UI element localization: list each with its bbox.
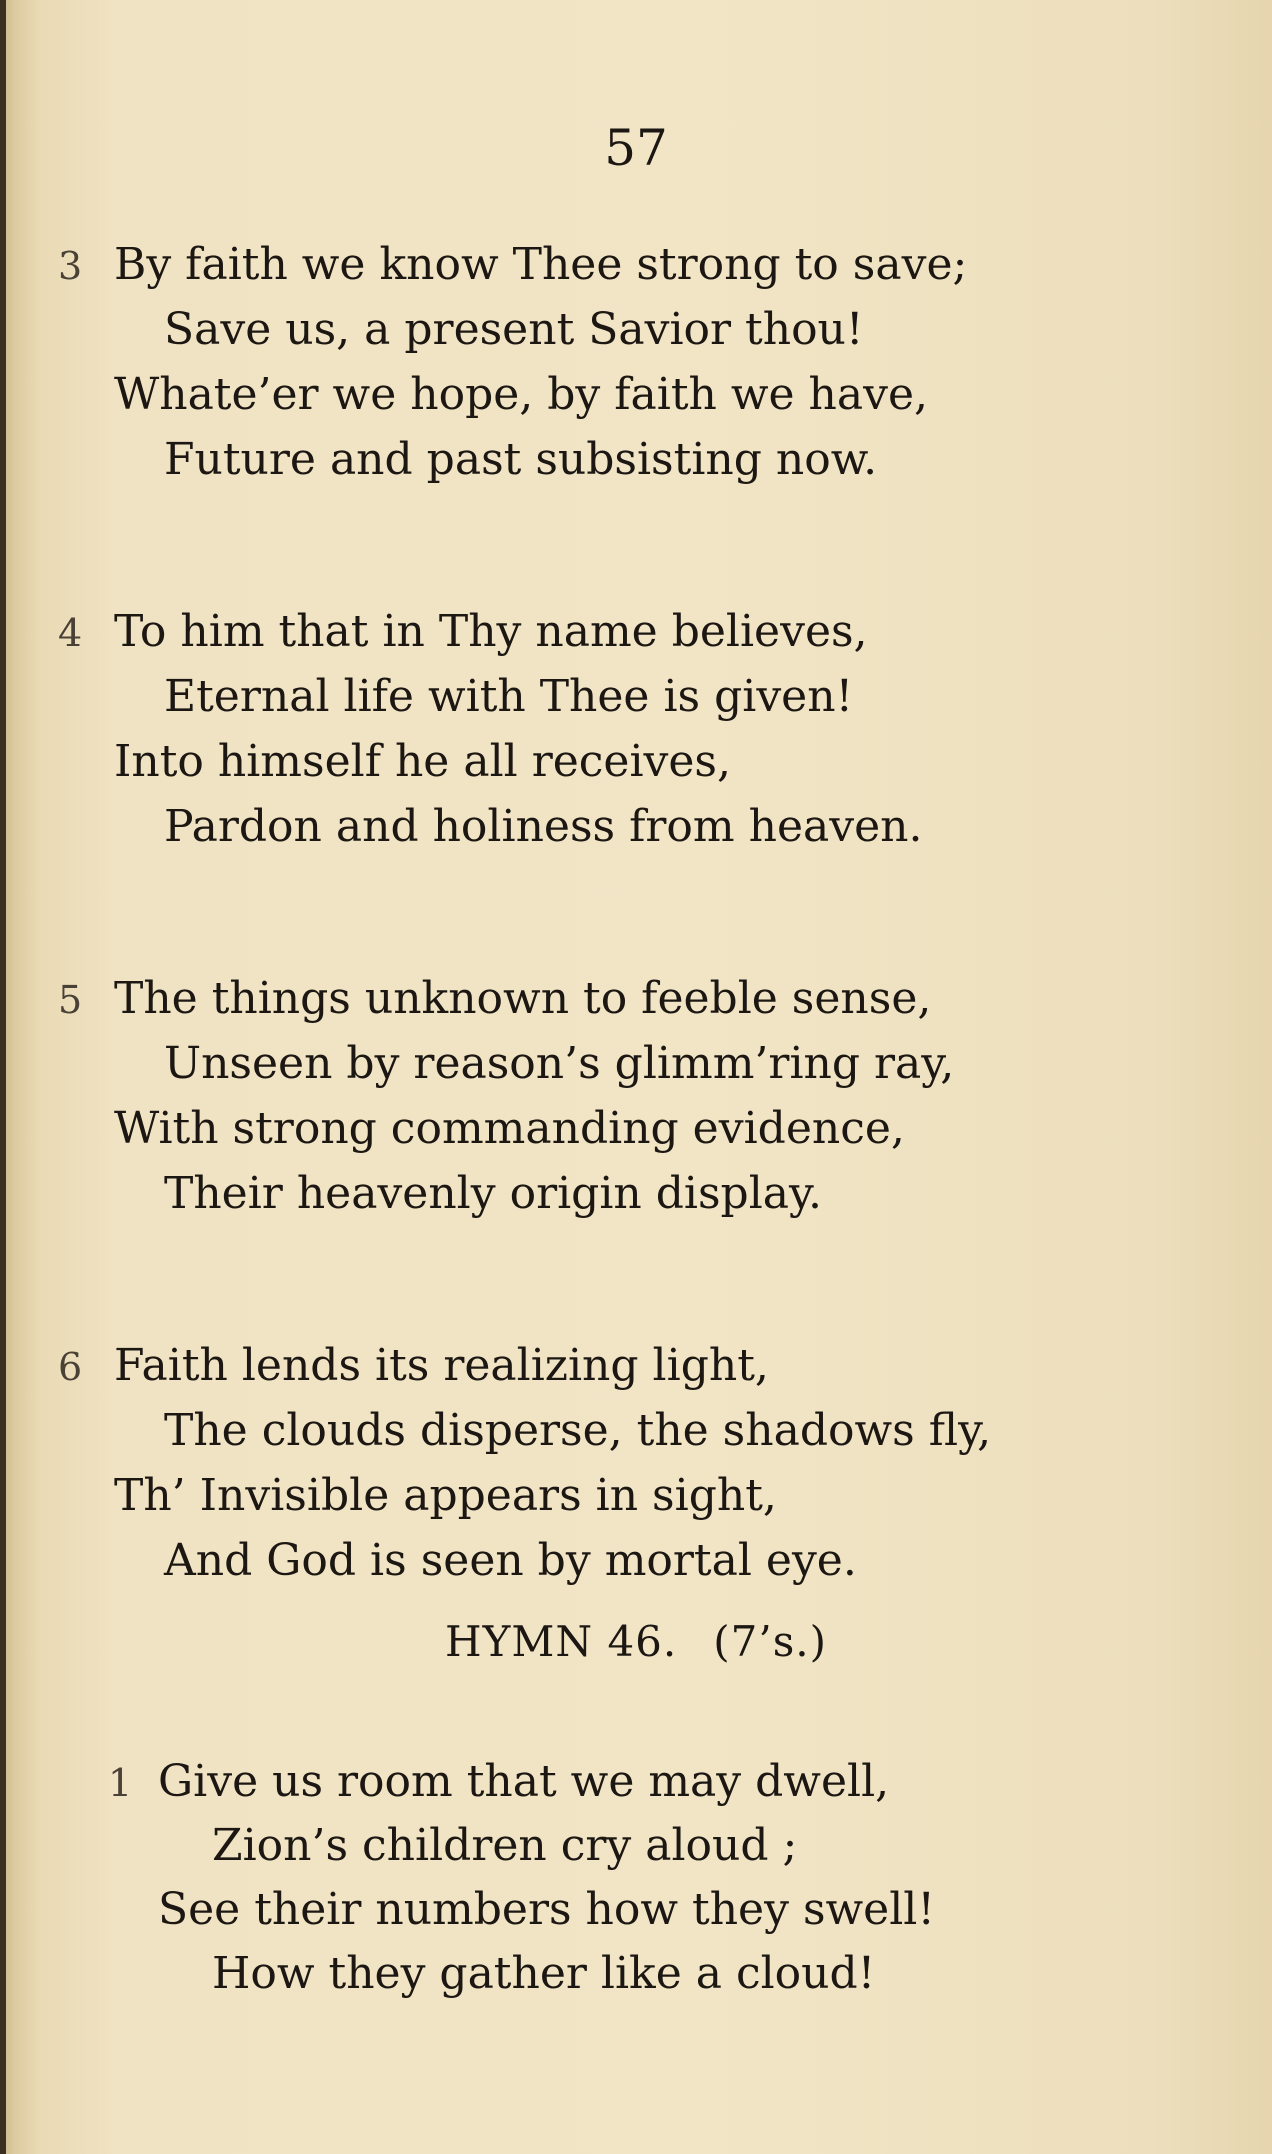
stanza-line: How they gather like a cloud! bbox=[212, 1948, 876, 1999]
stanza-line: Zion’s children cry aloud ; bbox=[212, 1820, 798, 1871]
hymn-heading bbox=[0, 1612, 1272, 1672]
hymn-46 bbox=[108, 1750, 1248, 2006]
stanza-line: Th’ Invisible appears in sight, bbox=[114, 1470, 777, 1521]
stanza-line: With strong commanding evidence, bbox=[114, 1103, 905, 1154]
stanza-line bbox=[58, 966, 1248, 1031]
stanza-number: 6 bbox=[58, 1345, 83, 1389]
stanza-number: 4 bbox=[58, 611, 83, 655]
page-number: 57 bbox=[604, 119, 668, 177]
stanza-6 bbox=[58, 1333, 1248, 1593]
hymn-meter: (7’s.) bbox=[713, 1617, 827, 1666]
hymn-45-continued bbox=[58, 232, 1248, 1593]
book-spine-edge bbox=[0, 0, 6, 2154]
stanza-line bbox=[58, 599, 1248, 664]
stanza-line: Their heavenly origin display. bbox=[164, 1168, 823, 1219]
stanza-line: Into himself he all receives, bbox=[114, 736, 731, 787]
stanza-line: Future and past subsisting now. bbox=[164, 434, 878, 485]
stanza-line-text: Give us room that we may dwell, bbox=[158, 1756, 890, 1807]
stanza-4 bbox=[58, 599, 1248, 859]
stanza-line bbox=[108, 1750, 1248, 1814]
stanza-line bbox=[58, 232, 1248, 297]
stanza-line: The clouds disperse, the shadows fly, bbox=[164, 1405, 992, 1456]
hymn-title: HYMN 46. bbox=[444, 1617, 678, 1666]
stanza-line-text: Faith lends its realizing light, bbox=[114, 1340, 769, 1391]
stanza-3 bbox=[58, 232, 1248, 492]
stanza-line-text: By faith we know Thee strong to save; bbox=[114, 239, 968, 290]
stanza-1 bbox=[108, 1750, 1248, 2006]
stanza-line: And God is seen by mortal eye. bbox=[164, 1535, 857, 1586]
stanza-line: See their numbers how they swell! bbox=[158, 1884, 936, 1935]
stanza-line bbox=[58, 1333, 1248, 1398]
stanza-number: 1 bbox=[108, 1761, 133, 1805]
stanza-5 bbox=[58, 966, 1248, 1226]
stanza-line-text: The things unknown to feeble sense, bbox=[114, 973, 932, 1024]
stanza-line: Eternal life with Thee is given! bbox=[164, 671, 854, 722]
stanza-number: 3 bbox=[58, 244, 83, 288]
stanza-line: Unseen by reason’s glimm’ring ray, bbox=[164, 1038, 955, 1089]
stanza-line: Whate’er we hope, by faith we have, bbox=[114, 369, 928, 420]
stanza-line: Pardon and holiness from heaven. bbox=[164, 801, 923, 852]
stanza-number: 5 bbox=[58, 978, 83, 1022]
stanza-line-text: To him that in Thy name believes, bbox=[114, 606, 868, 657]
stanza-line: Save us, a present Savior thou! bbox=[164, 304, 864, 355]
